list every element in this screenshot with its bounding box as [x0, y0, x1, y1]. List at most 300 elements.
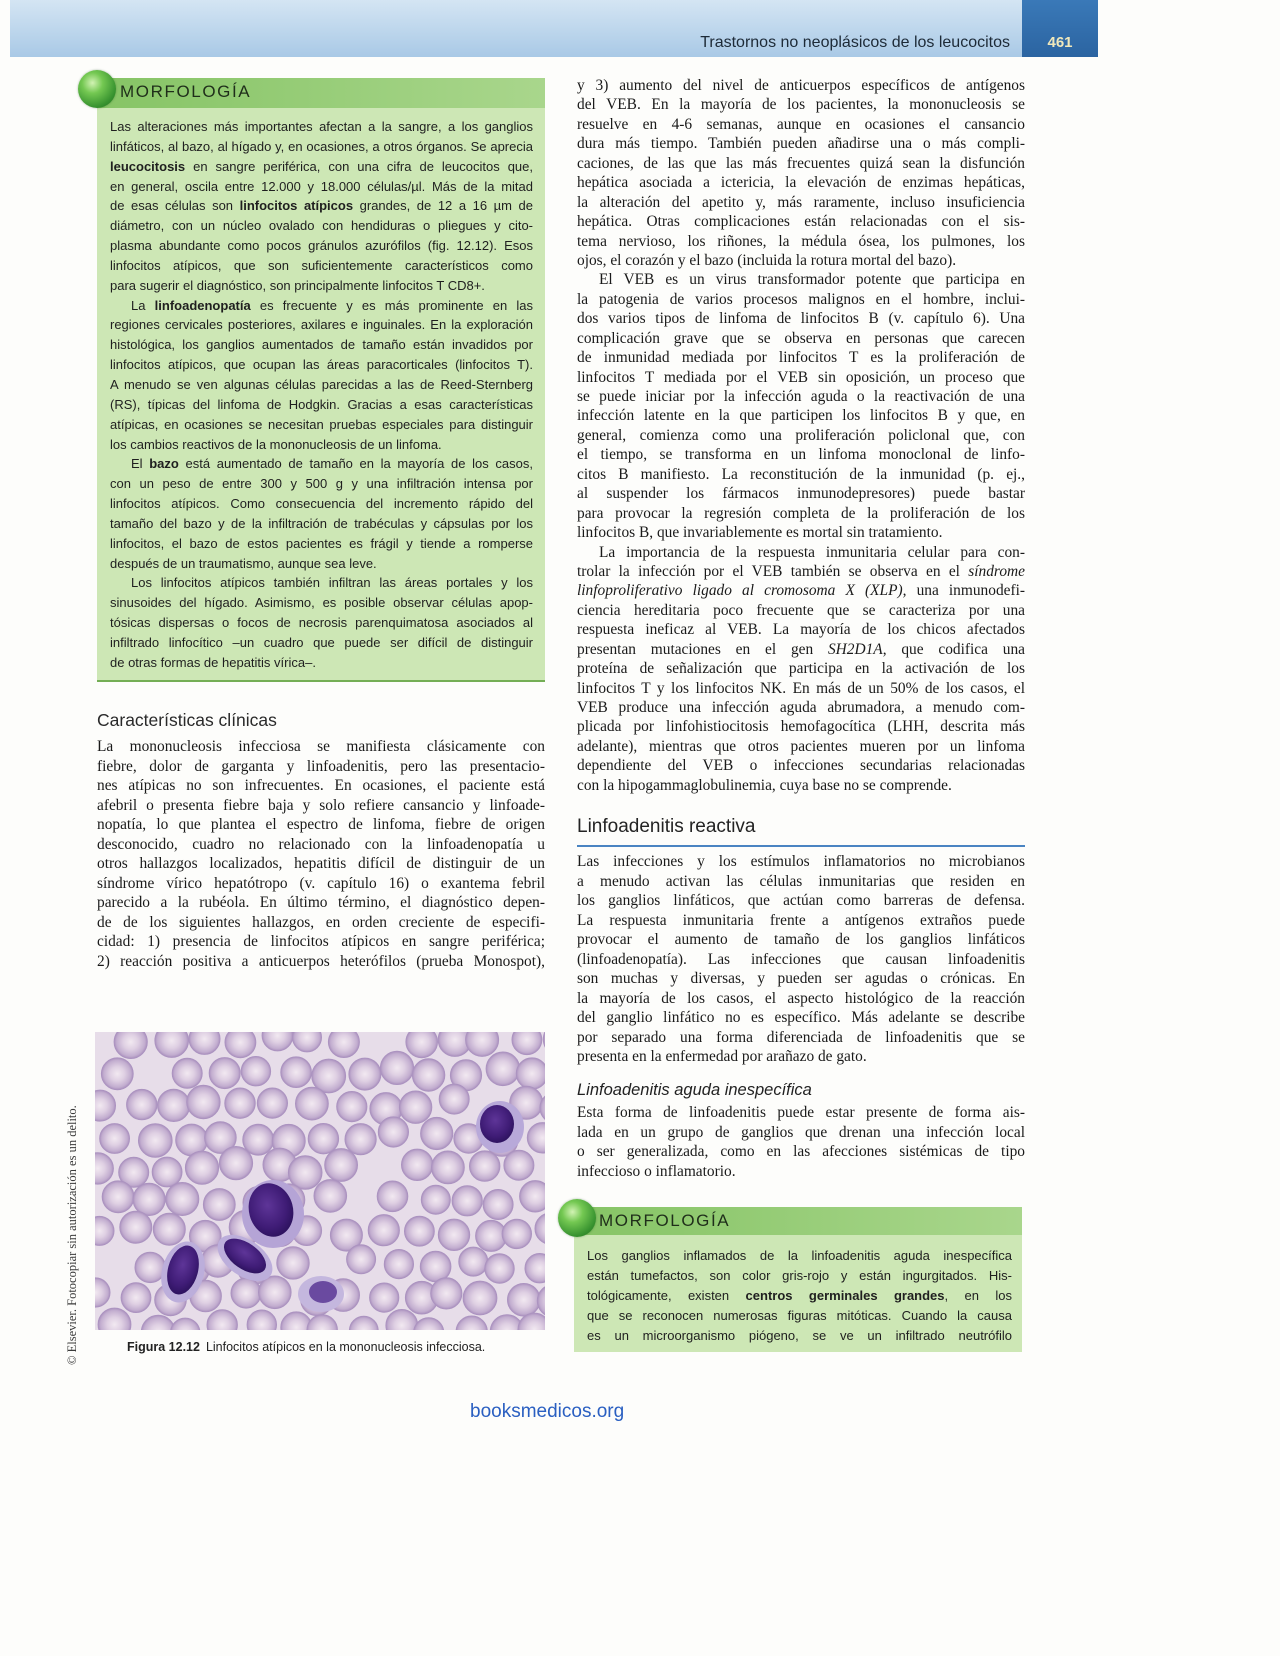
text-run: son muchas y diversas, y pueden ser agudas o crónicas. En — [577, 970, 1025, 987]
red-blood-cell — [135, 1252, 166, 1283]
red-blood-cell — [100, 1124, 130, 1154]
text-run: del ganglio linfático no es específico. Más adelante se describe — [577, 1009, 1025, 1026]
red-blood-cell — [241, 1056, 271, 1086]
red-blood-cell — [368, 1215, 399, 1246]
text-run: resuelve en 4-6 semanas, aunque en ocasiones el cansancio — [577, 115, 1025, 133]
text-run: o ser generalizada, como en las afecciones sistémicas de tipo — [577, 1143, 1025, 1161]
text-run: A menudo se ven algunas células parecidas a las de Reed-Sternberg — [110, 376, 533, 392]
text-line — [577, 465, 1025, 484]
text-run: síndrome vírico hepatótropo (v. capítulo 16) o exantema febril — [97, 874, 545, 892]
text-run: tósicas dispersas o focos de necrosis parenquimatosa asociados al — [110, 615, 533, 631]
text-line — [577, 640, 1025, 659]
text-run: plicada por linfohistiocitosis hemofagocítica (LHH, descrita más — [577, 718, 1025, 736]
text-line — [577, 911, 1025, 931]
text-line — [97, 757, 545, 777]
text-run: El VEB es un virus transformador potente que participa en — [599, 271, 1025, 289]
text-line — [577, 852, 1025, 872]
text-run: dos varios tipos de linfoma de linfocitos B (v. capítulo 6). Una — [577, 310, 1025, 328]
text-run: es frecuente y es más prominente en las — [250, 297, 534, 313]
section-heading-reactive: Linfoadenitis reactiva — [577, 816, 756, 837]
red-blood-cell — [337, 1091, 367, 1121]
red-blood-cell — [185, 1151, 218, 1184]
text-run: diámetro, con un núcleo ovalado con hendiduras o pliegues y cito- — [110, 218, 533, 234]
text-line — [110, 256, 533, 276]
red-blood-cell — [438, 1219, 470, 1251]
blood-smear-micrograph — [95, 1032, 545, 1330]
text-line — [577, 1123, 1025, 1143]
red-blood-cell — [127, 1089, 158, 1120]
text-line — [577, 270, 1025, 289]
text-line — [97, 737, 545, 757]
text-run: la mayoría de los casos, el aspecto histológico de la reacción — [577, 989, 1025, 1007]
text-run: es un microorganismo piógeno, se ve un infiltrado neutrófilo — [587, 1328, 1012, 1343]
text-run: al suspender los fármacos inmunodepresores) puede bastar — [577, 485, 1025, 503]
text-run: de de los siguientes hallazgos, en orden creciente de especifi- — [97, 913, 545, 931]
text-run: del VEB. En la mayoría de los pacientes, la mononucleosis se — [577, 96, 1025, 114]
text-run: (RS), típicas del linfoma de Hodgkin. Gracias a esas características — [110, 396, 533, 412]
text-run: trolar la infección por el VEB también se observa en el — [577, 562, 969, 580]
text-line — [587, 1286, 1012, 1306]
text-line — [577, 891, 1025, 911]
text-line — [97, 796, 545, 816]
red-blood-cell — [345, 1124, 376, 1155]
red-blood-cell — [378, 1117, 408, 1147]
text-line — [577, 543, 1025, 562]
red-blood-cell — [133, 1183, 165, 1215]
text-line — [577, 95, 1025, 114]
red-blood-cell — [281, 1057, 312, 1088]
text-run: Los ganglios inflamados de la linfoadenitis aguda inespecífica — [587, 1248, 1012, 1263]
text-run: histológica, los ganglios aumentados de tamaño están invadidos por — [110, 337, 533, 353]
text-line — [97, 952, 545, 972]
text-run: después de un traumatismo, aunque sea leve. — [110, 555, 377, 571]
red-blood-cell — [370, 1283, 399, 1312]
text-run: general, comienza como una proliferación policlonal que, con — [577, 426, 1025, 444]
text-run: hepática asociada a ictericia, la elevación de enzimas hepáticas, — [577, 174, 1025, 192]
text-line — [577, 1008, 1025, 1028]
italic-term: linfoproliferativo ligado al cromosoma X (XLP), — [577, 582, 907, 600]
text-line — [577, 115, 1025, 134]
red-blood-cell — [120, 1211, 152, 1243]
text-run: afebril o presenta fiebre baja y solo refiere cansancio y linfoade- — [97, 796, 545, 814]
red-blood-cell — [219, 1146, 252, 1179]
red-blood-cell — [516, 1058, 545, 1090]
text-line — [110, 633, 533, 653]
text-run: la alteración del apetito y, más raramente, incluso insuficiencia — [577, 193, 1025, 211]
text-run: linfáticos, al bazo, al hígado y, en ocasiones, a otros órganos. Se aprecia — [110, 138, 533, 154]
red-blood-cell — [101, 1058, 133, 1090]
text-line — [110, 296, 533, 316]
clinical-text — [97, 737, 545, 972]
text-line — [110, 236, 533, 256]
text-line — [110, 454, 533, 474]
red-blood-cell — [172, 1058, 202, 1088]
section-heading-clinical: Características clínicas — [97, 710, 277, 730]
text-line — [577, 717, 1025, 736]
text-run: infeccioso o inflamatorio. — [577, 1162, 736, 1180]
text-run: respuesta ineficaz al VEB. La mayoría de los chicos afectados — [577, 621, 1025, 639]
morphology-box-text — [587, 1246, 1012, 1346]
red-blood-cell — [231, 1278, 261, 1308]
text-run: infección latente en la que participen los linfocitos B y que, en — [577, 407, 1025, 425]
red-blood-cell — [507, 1283, 540, 1316]
red-blood-cell — [347, 1245, 376, 1274]
red-blood-cell — [152, 1157, 182, 1187]
morphology-box-text — [110, 117, 533, 673]
text-run: linfocitos atípicos. Como consecuencia del incremento rápido del — [110, 496, 533, 512]
text-run: a menudo activan las células inmunitarias que residen en — [577, 872, 1025, 890]
red-blood-cell — [463, 1281, 497, 1315]
text-line — [577, 698, 1025, 717]
text-run: está aumentado de tamaño en la mayoría de los casos, — [178, 456, 534, 472]
text-line — [97, 815, 545, 835]
paragraph — [97, 737, 545, 972]
text-line — [577, 173, 1025, 192]
text-run: La — [131, 297, 155, 313]
red-blood-cell — [158, 1089, 190, 1121]
red-blood-cell — [325, 1149, 358, 1182]
subsection-heading-acute: Linfoadenitis aguda inespecífica — [577, 1081, 812, 1099]
red-blood-cell — [399, 1091, 432, 1124]
bold-term: leucocitosis — [110, 158, 186, 174]
red-blood-cell — [504, 1150, 534, 1180]
text-line — [97, 776, 545, 796]
red-blood-cell — [420, 1251, 451, 1282]
text-line — [97, 932, 545, 952]
text-line — [577, 76, 1025, 95]
text-run: Las alteraciones más importantes afectan a la sangre, a los ganglios — [110, 119, 533, 134]
text-line — [577, 309, 1025, 328]
copyright-notice: © Elsevier. Fotocopiar sin autorización es un delito. — [65, 1105, 79, 1365]
text-line — [97, 913, 545, 933]
red-blood-cell — [209, 1058, 240, 1089]
text-line — [110, 137, 533, 157]
red-blood-cell — [277, 1247, 310, 1280]
text-run: El — [131, 456, 150, 472]
red-blood-cell — [203, 1189, 235, 1221]
atypical-lymphocyte — [298, 1276, 344, 1312]
text-line — [577, 134, 1025, 153]
red-blood-cell — [187, 1085, 221, 1119]
text-line — [110, 593, 533, 613]
red-blood-cell — [412, 1059, 445, 1092]
text-line — [110, 554, 533, 574]
text-run: , en los — [944, 1288, 1012, 1303]
text-line — [97, 854, 545, 874]
text-run: grandes, de 12 a 16 µm de — [353, 198, 534, 214]
text-run: una inmunodefi- — [906, 582, 1025, 600]
red-blood-cell — [384, 1249, 413, 1278]
text-run: Las infecciones y los estímulos inflamatorios no microbianos — [577, 853, 1025, 870]
red-blood-cell — [377, 1181, 408, 1212]
text-run: ciencia hereditaria poco frecuente que se caracteriza por una — [577, 601, 1025, 619]
text-line — [587, 1266, 1012, 1286]
green-sphere-icon — [78, 70, 116, 108]
text-line — [577, 776, 1025, 795]
text-run: proteína de señalización que participa en la activación de los — [577, 660, 1025, 678]
text-line — [110, 435, 533, 455]
text-run: presentan mutaciones en el gen — [577, 640, 828, 658]
text-line — [587, 1326, 1012, 1346]
text-run: están tumefactos, son color gris-rojo y están ingurgitados. His- — [587, 1268, 1012, 1283]
text-run: VEB produce una infección aguda abrumadora, a menudo com- — [577, 699, 1025, 716]
text-run: parecido a la rubéola. En último término, el diagnóstico depen- — [97, 894, 545, 912]
text-run: regiones cervicales posteriores, axilares e inguinales. En la exploración — [110, 317, 533, 333]
text-run: provocar el aumento de tamaño de los ganglios linfáticos — [577, 931, 1025, 948]
paragraph — [577, 76, 1025, 270]
italic-term: SH2D1A — [827, 640, 883, 658]
text-run: con la hipogammaglobulinemia, cuya base no se comprende. — [577, 776, 952, 794]
text-line — [110, 216, 533, 236]
red-blood-cell — [421, 1117, 453, 1149]
text-line — [110, 613, 533, 633]
text-line — [110, 653, 533, 673]
atypical-lymphocyte — [476, 1101, 524, 1153]
red-blood-cell — [404, 1216, 434, 1246]
section-rule — [577, 845, 1025, 847]
text-line — [577, 426, 1025, 445]
text-line — [110, 315, 533, 335]
running-title: Trastornos no neoplásicos de los leucocitos — [700, 34, 1010, 51]
figure-caption — [127, 1339, 485, 1355]
text-run: los cambios reactivos de la mononucleosis de un linfoma. — [110, 436, 442, 452]
red-blood-cell — [121, 1283, 151, 1313]
text-run: sinusoides del hígado. Asimismo, es posible observar células apop- — [110, 595, 533, 611]
text-run: La respuesta inmunitaria frente a antígenos extraños puede — [577, 911, 1025, 929]
text-line — [577, 193, 1025, 212]
red-blood-cell — [459, 1247, 488, 1276]
text-run: lada en un grupo de ganglios que drenan una infección local — [577, 1123, 1025, 1141]
text-run: La importancia de la respuesta inmunitaria celular para con- — [599, 543, 1025, 561]
text-line — [577, 1103, 1025, 1123]
text-line — [577, 1162, 1025, 1182]
text-line — [577, 872, 1025, 892]
red-blood-cell — [439, 1084, 469, 1114]
text-run: infiltrado linfocítico –un cuadro que puede ser difícil de distinguir — [110, 634, 533, 650]
text-run: cidad: 1) presencia de linfocitos atípicos en sangre periférica; — [97, 933, 545, 951]
text-run: linfocitos, el bazo de estos pacientes es frágil y tiende a romperse — [110, 535, 533, 551]
italic-term: síndrome — [968, 562, 1025, 580]
morphology-box-title: MORFOLOGÍA — [599, 1211, 731, 1230]
text-line — [577, 212, 1025, 231]
text-line — [577, 523, 1025, 542]
morphology-box-title: MORFOLOGÍA — [120, 82, 252, 101]
text-run: nes atípicas no son infrecuentes. En ocasiones, el paciente está — [97, 777, 545, 795]
text-run: el tiempo, se transforma en un linfoma monoclonal de linfo- — [577, 446, 1025, 464]
text-line — [577, 368, 1025, 387]
red-blood-cell — [225, 1088, 256, 1119]
text-line — [577, 562, 1025, 581]
acute-text — [577, 1103, 1025, 1181]
paragraph — [110, 454, 533, 573]
bold-term: linfocitos atípicos — [239, 198, 354, 214]
text-run: con un peso de entre 300 y 500 g y una infiltración intensa por — [110, 476, 533, 492]
text-run: para provocar la regresión completa de la proliferación de los — [577, 504, 1025, 522]
red-blood-cell — [469, 1151, 500, 1182]
red-blood-cell — [258, 1276, 291, 1309]
text-run: complicación grave que se observa en personas que carecen — [577, 329, 1025, 347]
text-line — [577, 1028, 1025, 1048]
red-blood-cell — [502, 1219, 532, 1249]
text-line — [577, 950, 1025, 970]
text-line — [110, 534, 533, 554]
figure-caption-text: Linfocitos atípicos en la mononucleosis infecciosa. — [205, 1340, 486, 1354]
red-blood-cell — [380, 1051, 413, 1084]
green-sphere-icon — [558, 1199, 596, 1237]
text-run: se puede iniciar por la infección aguda o la reactivación de una — [577, 388, 1025, 405]
text-run: 2) reacción positiva a anticuerpos heterófilos (prueba Monospot), — [97, 953, 545, 971]
bold-term: centros germinales grandes — [745, 1288, 945, 1303]
text-line — [110, 355, 533, 375]
red-blood-cell — [102, 1181, 134, 1213]
red-blood-cell — [431, 1151, 464, 1184]
red-blood-cell — [295, 1087, 328, 1120]
page-number: 461 — [1047, 34, 1073, 51]
paragraph — [110, 296, 533, 455]
text-run: tamaño del bazo y de la infiltración de trabéculas y cápsulas por los — [110, 515, 533, 531]
red-blood-cell — [452, 1186, 482, 1216]
text-run: , que codifica una — [882, 640, 1025, 658]
text-line — [577, 679, 1025, 698]
text-line — [577, 232, 1025, 251]
text-line — [577, 406, 1025, 425]
text-line — [577, 445, 1025, 464]
text-run: adelante), mientras que otros pacientes mueren por un linfoma — [577, 737, 1025, 755]
text-line — [577, 290, 1025, 309]
text-run: de inmunidad mediada por linfocitos T es la proliferación de — [577, 349, 1025, 367]
text-run: hepática. Otras complicaciones están relacionadas con el sis- — [577, 213, 1025, 231]
text-run: y 3) aumento del nivel de anticuerpos específicos de antígenos — [577, 77, 1025, 94]
text-run: desconocido, cuadro no relacionado con la linfoadenopatía u — [97, 835, 545, 853]
text-line — [110, 196, 533, 216]
paragraph — [577, 852, 1025, 1067]
text-line — [110, 415, 533, 435]
text-line — [110, 514, 533, 534]
red-blood-cell — [485, 1254, 515, 1284]
text-run: linfocitos B, que invariablemente es mortal sin tratamiento. — [577, 524, 943, 542]
text-run: la patogenia de varios procesos malignos en el hombre, inclui- — [577, 290, 1025, 308]
text-run: citos B manifiesto. La reconstitución de la inmunidad (p. ej., — [577, 465, 1025, 483]
red-blood-cell — [486, 1052, 520, 1086]
red-blood-cell — [401, 1149, 433, 1181]
red-blood-cell — [431, 1278, 462, 1309]
text-run: (linfoadenopatía). Las infecciones que causan linfoadenitis — [577, 950, 1025, 968]
text-line — [577, 1047, 1025, 1067]
red-blood-cell — [314, 1180, 347, 1213]
footer-watermark-link[interactable]: booksmedicos.org — [470, 1401, 625, 1422]
text-line — [110, 276, 533, 296]
text-line — [577, 484, 1025, 503]
text-run: presenta en la enfermedad por arañazo de gato. — [577, 1048, 867, 1065]
text-run: linfocitos T mediada por el VEB sin oposición, un proceso que — [577, 368, 1025, 386]
text-run: linfocitos T y los linfocitos NK. En más de un 50% de los casos, el — [577, 679, 1025, 697]
text-line — [577, 737, 1025, 756]
text-line — [110, 494, 533, 514]
text-line — [577, 581, 1025, 600]
text-run: linfocitos atípicos, que son suficientemente característicos como — [110, 257, 533, 273]
text-run: atípicas, en ocasiones se necesitan pruebas especiales para distinguir — [110, 416, 533, 432]
text-run: para sugerir el diagnóstico, son principalmente linfocitos T CD8+. — [110, 277, 485, 293]
paragraph — [577, 543, 1025, 796]
text-run: otros hallazgos localizados, hepatitis difícil de distinguir de un — [97, 855, 545, 873]
red-blood-cell — [138, 1124, 172, 1158]
text-line — [577, 154, 1025, 173]
morphology-box-bottom-rule — [97, 680, 545, 682]
text-line — [577, 989, 1025, 1009]
text-run: que se reconocen numerosas figuras mitóticas. Cuando la causa — [587, 1308, 1012, 1323]
figure-label: Figura 12.12 — [127, 1340, 200, 1354]
red-blood-cell — [421, 1185, 450, 1214]
paragraph — [110, 117, 533, 296]
text-line — [110, 335, 533, 355]
text-run: dura más tiempo. También pueden añadirse una o más compli- — [577, 135, 1025, 153]
text-line — [110, 474, 533, 494]
red-blood-cell — [166, 1182, 199, 1215]
text-line — [577, 601, 1025, 620]
text-run: linfocitos atípicos, que ocupan las áreas paracorticales (linfocitos T). — [110, 357, 533, 373]
text-run: de otras formas de hepatitis vírica–. — [110, 654, 316, 670]
text-run: fiebre, dolor de garganta y linfoadenitis, pero las presentacio- — [97, 757, 545, 775]
bold-term: bazo — [149, 456, 179, 472]
text-run: por separado una forma diferenciada de linfoadenitis que se — [577, 1028, 1025, 1046]
bold-term: linfoadenopatía — [154, 297, 251, 313]
text-line — [587, 1246, 1012, 1266]
text-run: tema nervioso, los riñones, la médula ósea, los pulmones, los — [577, 232, 1025, 250]
text-line — [97, 874, 545, 894]
red-blood-cell — [483, 1189, 513, 1219]
red-blood-cell — [349, 1058, 381, 1090]
text-line — [577, 659, 1025, 678]
text-line — [577, 620, 1025, 639]
paragraph — [110, 573, 533, 672]
text-line — [587, 1306, 1012, 1326]
text-run: en general, oscila entre 12.000 y 18.000 células/µl. Más de la mitad — [110, 178, 533, 194]
text-run: nopatía, lo que plantea el espectro de linfoma, fiebre de origen — [97, 816, 545, 834]
text-line — [577, 348, 1025, 367]
text-run: Los linfocitos atípicos también infiltran las áreas portales y los — [131, 575, 533, 591]
text-line — [97, 893, 545, 913]
text-run: ojos, el corazón y el bazo (incluida la rotura mortal del bazo). — [577, 251, 957, 269]
text-line — [110, 177, 533, 197]
text-line — [577, 1142, 1025, 1162]
text-line — [577, 329, 1025, 348]
text-run: plasma abundante como pocos gránulos azurófilos (fig. 12.12). Esos — [110, 238, 533, 254]
text-line — [577, 504, 1025, 523]
text-line — [110, 573, 533, 593]
text-run: los ganglios linfáticos, que actúan como barreras de defensa. — [577, 892, 1025, 909]
text-line — [577, 969, 1025, 989]
text-run: tológicamente, existen — [587, 1288, 746, 1303]
red-blood-cell — [257, 1088, 287, 1118]
text-run: La mononucleosis infecciosa se manifiesta clásicamente con — [97, 738, 545, 755]
text-run: Esta forma de linfoadenitis puede estar presente de forma ais- — [577, 1104, 1025, 1121]
red-blood-cell — [153, 1213, 185, 1245]
text-run: de esas células son — [110, 198, 240, 214]
paragraph — [577, 270, 1025, 542]
continuation-text — [577, 76, 1025, 795]
text-line — [110, 395, 533, 415]
text-run: en sangre periférica, con una cifra de leucocitos que, — [185, 158, 533, 174]
text-line — [577, 251, 1025, 270]
text-run: caciones, de las que las más frecuentes quizá sean la disfunción — [577, 154, 1025, 172]
text-line — [97, 835, 545, 855]
text-line — [577, 930, 1025, 950]
paragraph — [587, 1246, 1012, 1346]
reactive-text — [577, 852, 1025, 1067]
text-line — [577, 387, 1025, 406]
text-line — [110, 117, 533, 137]
text-line — [110, 157, 533, 177]
